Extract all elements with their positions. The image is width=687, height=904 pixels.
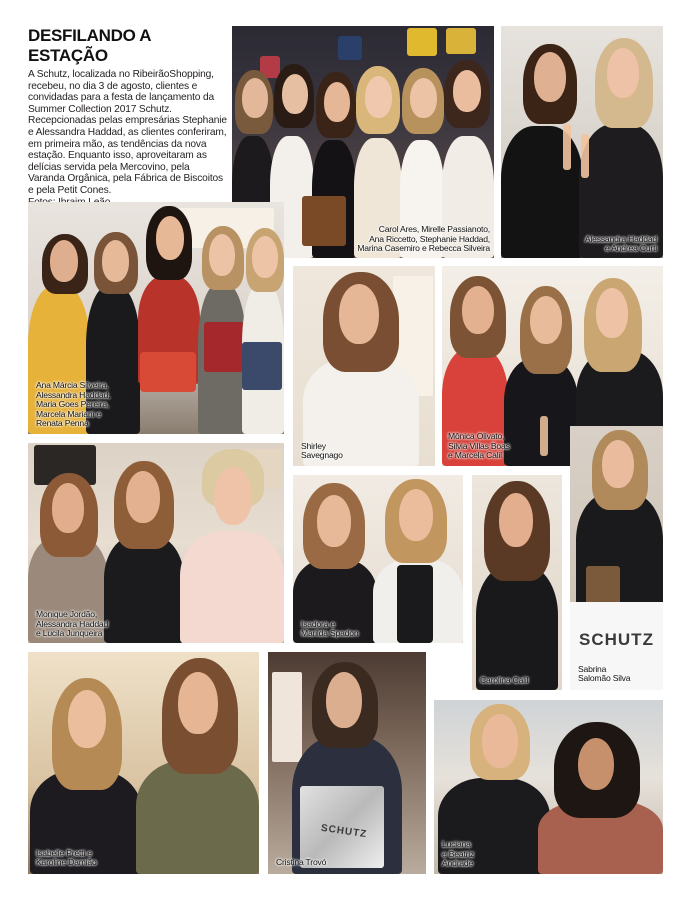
caption-line: e Marcela Calil <box>448 450 502 461</box>
caption-line: Maria Goes Pereira, <box>36 399 110 410</box>
caption-line: Carolina Calil <box>480 675 529 686</box>
caption <box>36 381 156 429</box>
caption-line: e Beatriz <box>442 848 475 859</box>
caption-line: Alessandra Haddad <box>36 618 109 629</box>
caption <box>301 442 371 461</box>
caption <box>578 665 658 684</box>
photo-isabelle-karoline <box>28 652 259 874</box>
caption-line: Luciana <box>442 839 471 850</box>
caption <box>310 225 490 254</box>
caption <box>480 676 560 686</box>
article-title: DESFILANDO A ESTAÇÃO <box>28 26 151 65</box>
store-sign: SCHUTZ <box>579 630 654 649</box>
photo-carolina <box>472 475 562 690</box>
photo-sabrina <box>570 426 663 690</box>
photo-champagne-pair <box>501 26 663 258</box>
caption-line: Marilda Spadon <box>301 628 359 639</box>
caption-line: Alessandra Haddad, <box>36 389 111 400</box>
caption-line: e Lucila Junqueira <box>36 628 103 639</box>
caption-line: Marcela Mariani e <box>36 408 101 419</box>
caption-line: Isabelle Pretti e <box>36 847 92 858</box>
caption <box>276 858 356 868</box>
caption-line: Carol Ares, Mirelle Passianoto, <box>378 224 490 235</box>
caption <box>36 849 136 868</box>
caption-line: Marina Casemiro e Rebecca Silveira <box>357 243 490 254</box>
caption-line: Salomão Silva <box>578 673 631 684</box>
caption-line: Renata Penna <box>36 418 89 429</box>
caption <box>448 432 548 461</box>
photo-isadora-marilda <box>293 475 463 643</box>
caption-line: Savegnago <box>301 450 343 461</box>
caption-line: Monique Jordão, <box>36 609 98 620</box>
photo-group-five <box>28 202 284 434</box>
caption <box>442 840 502 869</box>
photo-shirley <box>293 266 435 466</box>
caption-line: Shirley <box>301 440 326 451</box>
caption-line: Karoline Damião <box>36 857 97 868</box>
photo-luciana-beatriz <box>434 700 663 874</box>
caption <box>537 235 657 254</box>
caption-line: Cristina Trovó <box>276 857 327 868</box>
caption-line: Mônica Olivato, <box>448 431 505 442</box>
shopping-bag-text: SCHUTZ <box>320 822 368 841</box>
photo-trio-pearls <box>28 443 284 643</box>
caption-line: e Andrea Curti <box>604 243 657 254</box>
caption-line: Andrade <box>442 858 474 869</box>
caption-line: Ana Márcia Silveira, <box>36 380 109 391</box>
photo-cristina <box>268 652 426 874</box>
article-intro <box>28 26 228 208</box>
caption-line: Alessandra Haddad <box>584 233 657 244</box>
caption-line: Ana Riccetto, Stephanie Haddad, <box>369 233 490 244</box>
caption-line: Sabrina <box>578 663 607 674</box>
caption-line: Isadora e <box>301 618 336 629</box>
article-body: A Schutz, localizada no RibeirãoShopping, recebeu, no dia 3 de agosto, clientes e convidadas para a festa de lançamento da Summer Collection 2017 Schutz. Recepcionadas pelas empresárias Stephanie e Alessandra Haddad, as clientes conferiram, em primeira mão, as tendências da nova estação. Enquanto isso, aproveitaram as delícias servida pela Mercovino, pela Varanda Orgânica, pela Fábrica de Biscoitos e pela Petit Cones. <box>28 69 227 196</box>
caption-line: Silvia Villas Boas <box>448 440 510 451</box>
caption <box>36 610 146 639</box>
caption <box>301 620 381 639</box>
